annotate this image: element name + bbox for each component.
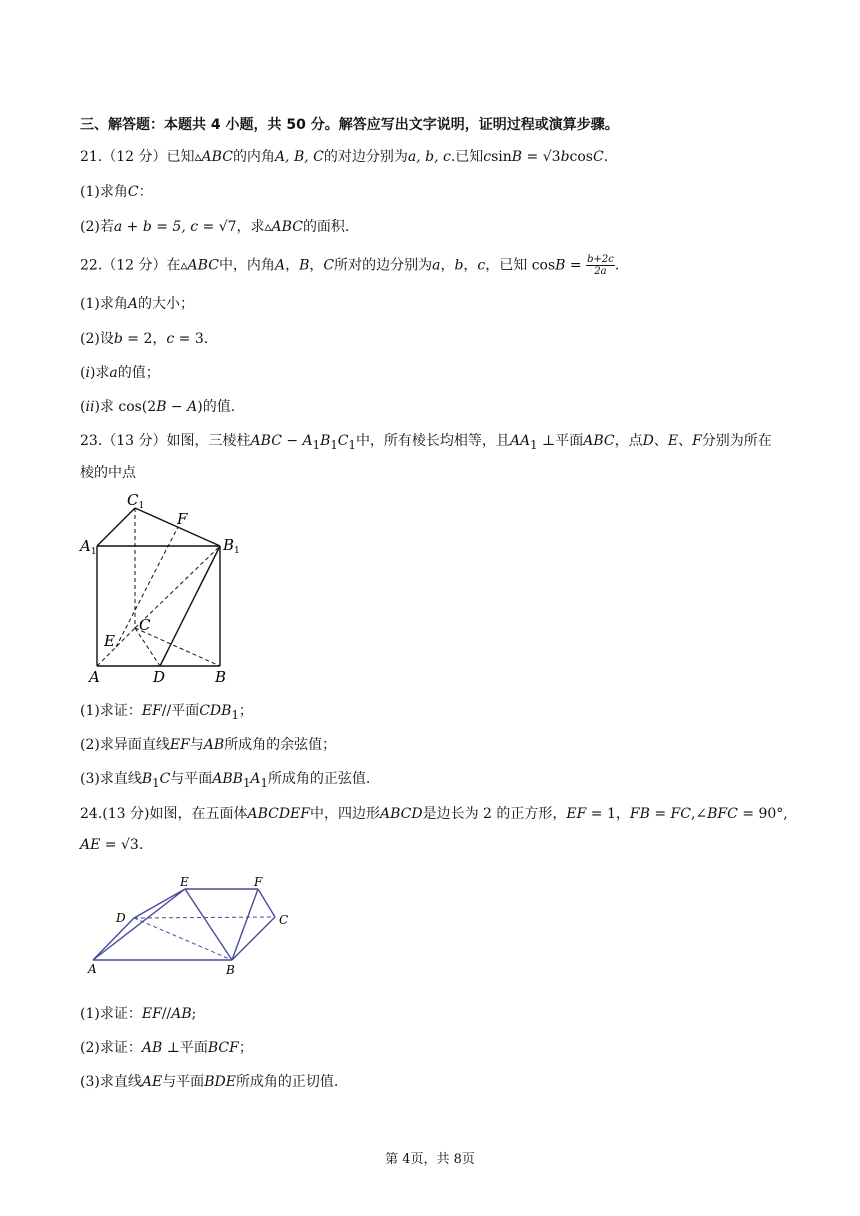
- text: ；: [238, 1040, 253, 1056]
- math: A: [127, 296, 138, 312]
- text: (1)求角: [80, 184, 128, 200]
- math: E: [667, 433, 679, 449]
- math: a: [432, 257, 441, 274]
- math: b: [454, 257, 464, 274]
- edge-f-c: [258, 889, 275, 917]
- math: ▵ABC: [264, 219, 303, 235]
- math: B: [320, 433, 331, 449]
- prism-figure: [74, 488, 254, 688]
- text: 的内角: [232, 149, 275, 165]
- text: ，: [309, 257, 324, 274]
- label-b1: $B_1$: [223, 536, 240, 556]
- text: −: [166, 399, 188, 415]
- math: a, b, c: [407, 149, 451, 165]
- text: = 2，: [122, 331, 167, 347]
- text: 所成角的正弦值.: [267, 771, 371, 787]
- edge-a-d: [93, 918, 134, 960]
- edge-a1-c1: [97, 508, 135, 546]
- text: //平面: [161, 703, 200, 719]
- text: (1)求证：: [80, 1006, 142, 1022]
- math: AE: [80, 837, 101, 853]
- math: i: [85, 365, 90, 381]
- fraction-numerator: b+2c: [587, 254, 614, 265]
- text: 中，所有棱长均相等，且: [355, 433, 510, 449]
- math: B: [141, 771, 153, 787]
- subscript: 1: [260, 775, 268, 790]
- math: B: [156, 399, 167, 415]
- page-footer: 第 4页，共 8页: [385, 1152, 475, 1167]
- subscript: 1: [312, 437, 321, 452]
- math: EF: [141, 1006, 162, 1022]
- text: 24.(13 分)如图，在五面体: [80, 806, 248, 822]
- text: 中，四边形: [309, 806, 380, 822]
- text: 、: [653, 433, 668, 449]
- text: ，点: [614, 433, 643, 449]
- q21-part2: [80, 216, 349, 236]
- text: ⊥平面: [537, 433, 584, 449]
- label-b: B: [226, 963, 235, 977]
- text: )求 cos(2: [94, 399, 157, 415]
- text: = 3.: [174, 331, 209, 347]
- q22-part2: [80, 328, 208, 348]
- label-c: C: [279, 913, 289, 927]
- q24-part1: [80, 1003, 196, 1023]
- math: a + b = 5, c =: [113, 219, 219, 235]
- label-c: C: [139, 616, 151, 634]
- math: C: [337, 433, 349, 449]
- text: 所成角的正切值.: [235, 1074, 339, 1090]
- text: (1)求证：: [80, 703, 142, 719]
- text: (1)求角: [80, 296, 128, 312]
- text: 的大小；: [137, 296, 194, 312]
- math: BCF: [207, 1040, 239, 1056]
- text: )的值.: [197, 399, 236, 415]
- pentahedron-figure: [82, 872, 302, 982]
- q22-stem: [80, 254, 619, 277]
- text: (2)若: [80, 219, 114, 235]
- text: 22.（12 分）在: [80, 257, 181, 274]
- q24-stem-line2: [80, 837, 143, 853]
- text: ，已知 cos: [485, 257, 556, 274]
- math: C: [593, 149, 604, 165]
- label-f: F: [254, 875, 263, 889]
- math: BFC: [707, 806, 738, 822]
- math: ABB: [212, 771, 243, 787]
- text: ，求: [236, 219, 265, 235]
- math: a: [109, 365, 118, 381]
- edge-d-e: [134, 889, 185, 918]
- math: A: [250, 771, 261, 787]
- text: .: [138, 837, 144, 853]
- fraction-denominator: 2a: [594, 266, 607, 277]
- text: 23.（13 分）如图，三棱柱: [80, 433, 251, 449]
- text: = 90°,: [737, 806, 788, 822]
- text: (3)求直线: [80, 771, 142, 787]
- text: cos: [569, 149, 593, 165]
- math: ▵ABC: [180, 257, 219, 274]
- subscript: 1: [231, 707, 239, 722]
- math: c: [477, 257, 486, 274]
- text: =: [522, 149, 543, 165]
- text: (2)求异面直线: [80, 737, 170, 753]
- math: AA: [509, 433, 531, 449]
- edge-f-b: [232, 889, 258, 960]
- q21-part1: [80, 181, 153, 201]
- q24-part2: [80, 1037, 253, 1057]
- label-a: A: [89, 668, 100, 686]
- math: AB: [171, 1006, 192, 1022]
- q23-part2: [80, 734, 336, 754]
- label-a: A: [88, 962, 97, 976]
- math: B: [511, 149, 523, 165]
- math: A: [274, 257, 286, 274]
- q24-part3: [80, 1071, 338, 1091]
- text: 与平面: [162, 1074, 205, 1090]
- text: 21.（12 分）已知: [80, 149, 195, 165]
- text: ⊥平面: [162, 1040, 208, 1056]
- q23-stem-line2: 棱的中点: [80, 465, 136, 481]
- math: b: [113, 331, 123, 347]
- text: (3)求直线: [80, 1074, 142, 1090]
- text: = 1，: [586, 806, 630, 822]
- math: c: [483, 149, 492, 165]
- subscript: 1: [530, 437, 538, 452]
- math: ▵ABC: [194, 149, 233, 165]
- math: ii: [85, 399, 95, 415]
- math: C: [323, 257, 335, 274]
- fraction: [586, 254, 615, 277]
- text: 与: [189, 737, 204, 753]
- text: 的值；: [117, 365, 160, 381]
- label-e: E: [104, 632, 115, 650]
- label-a1: $A_1$: [80, 537, 97, 557]
- math: BDE: [204, 1074, 236, 1090]
- text: ；: [238, 703, 253, 719]
- text: (2)设: [80, 331, 114, 347]
- math: FB = FC: [629, 806, 691, 822]
- text: )求: [89, 365, 110, 381]
- math: A: [187, 399, 198, 415]
- math: B: [299, 257, 310, 274]
- text: //: [161, 1006, 172, 1022]
- label-d: D: [153, 668, 166, 686]
- math: F: [692, 433, 702, 449]
- text: =: [565, 257, 587, 274]
- text: ，: [440, 257, 455, 274]
- math: C: [159, 771, 171, 787]
- q22-part2-ii: [80, 396, 235, 416]
- math: AB: [141, 1040, 163, 1056]
- text: ;: [191, 1006, 197, 1022]
- q23-stem-line1: [80, 430, 772, 452]
- math: ABC − A: [250, 433, 313, 449]
- math: AB: [203, 737, 225, 753]
- text: ，: [463, 257, 478, 274]
- edge-a-e: [93, 889, 185, 960]
- text: ,∠: [690, 806, 708, 822]
- label-d: D: [116, 911, 126, 925]
- label-e: E: [180, 875, 189, 889]
- q23-part1: [80, 700, 253, 722]
- segment-d-b1: [160, 546, 220, 666]
- label-b: B: [215, 668, 227, 686]
- text: .: [603, 149, 609, 165]
- text: .已知: [450, 149, 484, 165]
- math: C: [127, 184, 139, 200]
- math: AE: [141, 1074, 163, 1090]
- text: 分别为所在: [701, 433, 772, 449]
- text: 的面积.: [302, 219, 350, 235]
- text: 、: [678, 433, 693, 449]
- text: (2)求证：: [80, 1040, 142, 1056]
- math: ABCD: [379, 806, 423, 822]
- subscript: 1: [348, 437, 356, 452]
- text: 是边长为 2 的正方形，: [422, 806, 567, 822]
- q22-part1: [80, 293, 194, 313]
- math: c: [166, 331, 175, 347]
- math: EF: [141, 703, 162, 719]
- math: ABCDEF: [247, 806, 310, 822]
- section-header: 三、解答题：本题共 4 小题，共 50 分。解答应写出文字说明，证明过程或演算步骤。: [80, 117, 619, 133]
- q21-stem: [80, 146, 608, 166]
- text: 的对边分别为: [323, 149, 408, 165]
- edge-d-c: [134, 917, 275, 918]
- sqrt: √3: [120, 837, 139, 853]
- text: (: [80, 365, 86, 381]
- edge-e-b: [185, 889, 232, 960]
- q22-part2-i: [80, 362, 160, 382]
- math: EF: [566, 806, 587, 822]
- subscript: 1: [152, 775, 160, 790]
- math: ABC: [583, 433, 615, 449]
- text: sin: [491, 149, 512, 165]
- text: 与平面: [170, 771, 213, 787]
- q24-stem-line1: [80, 803, 788, 823]
- text: .: [614, 257, 620, 274]
- text: 中，内角: [218, 257, 275, 274]
- label-c1: $C_1$: [127, 491, 145, 511]
- math: EF: [169, 737, 190, 753]
- edge-b-c: [232, 917, 275, 960]
- math: B: [555, 257, 566, 274]
- subscript: 1: [242, 775, 251, 790]
- q23-part3: [80, 768, 370, 790]
- subscript: 1: [330, 437, 338, 452]
- text: 所对的边分别为: [334, 257, 433, 274]
- text: (: [80, 399, 86, 415]
- math: A, B, C: [274, 149, 324, 165]
- sqrt: √3: [542, 149, 561, 165]
- text: 所成角的余弦值；: [224, 737, 337, 753]
- text: ：: [138, 184, 153, 200]
- math: b: [560, 149, 570, 165]
- math: D: [642, 433, 654, 449]
- text: =: [100, 837, 121, 853]
- label-f: F: [177, 510, 188, 528]
- text: ，: [285, 257, 300, 274]
- math: CDB: [199, 703, 232, 719]
- sqrt: √7: [218, 219, 237, 235]
